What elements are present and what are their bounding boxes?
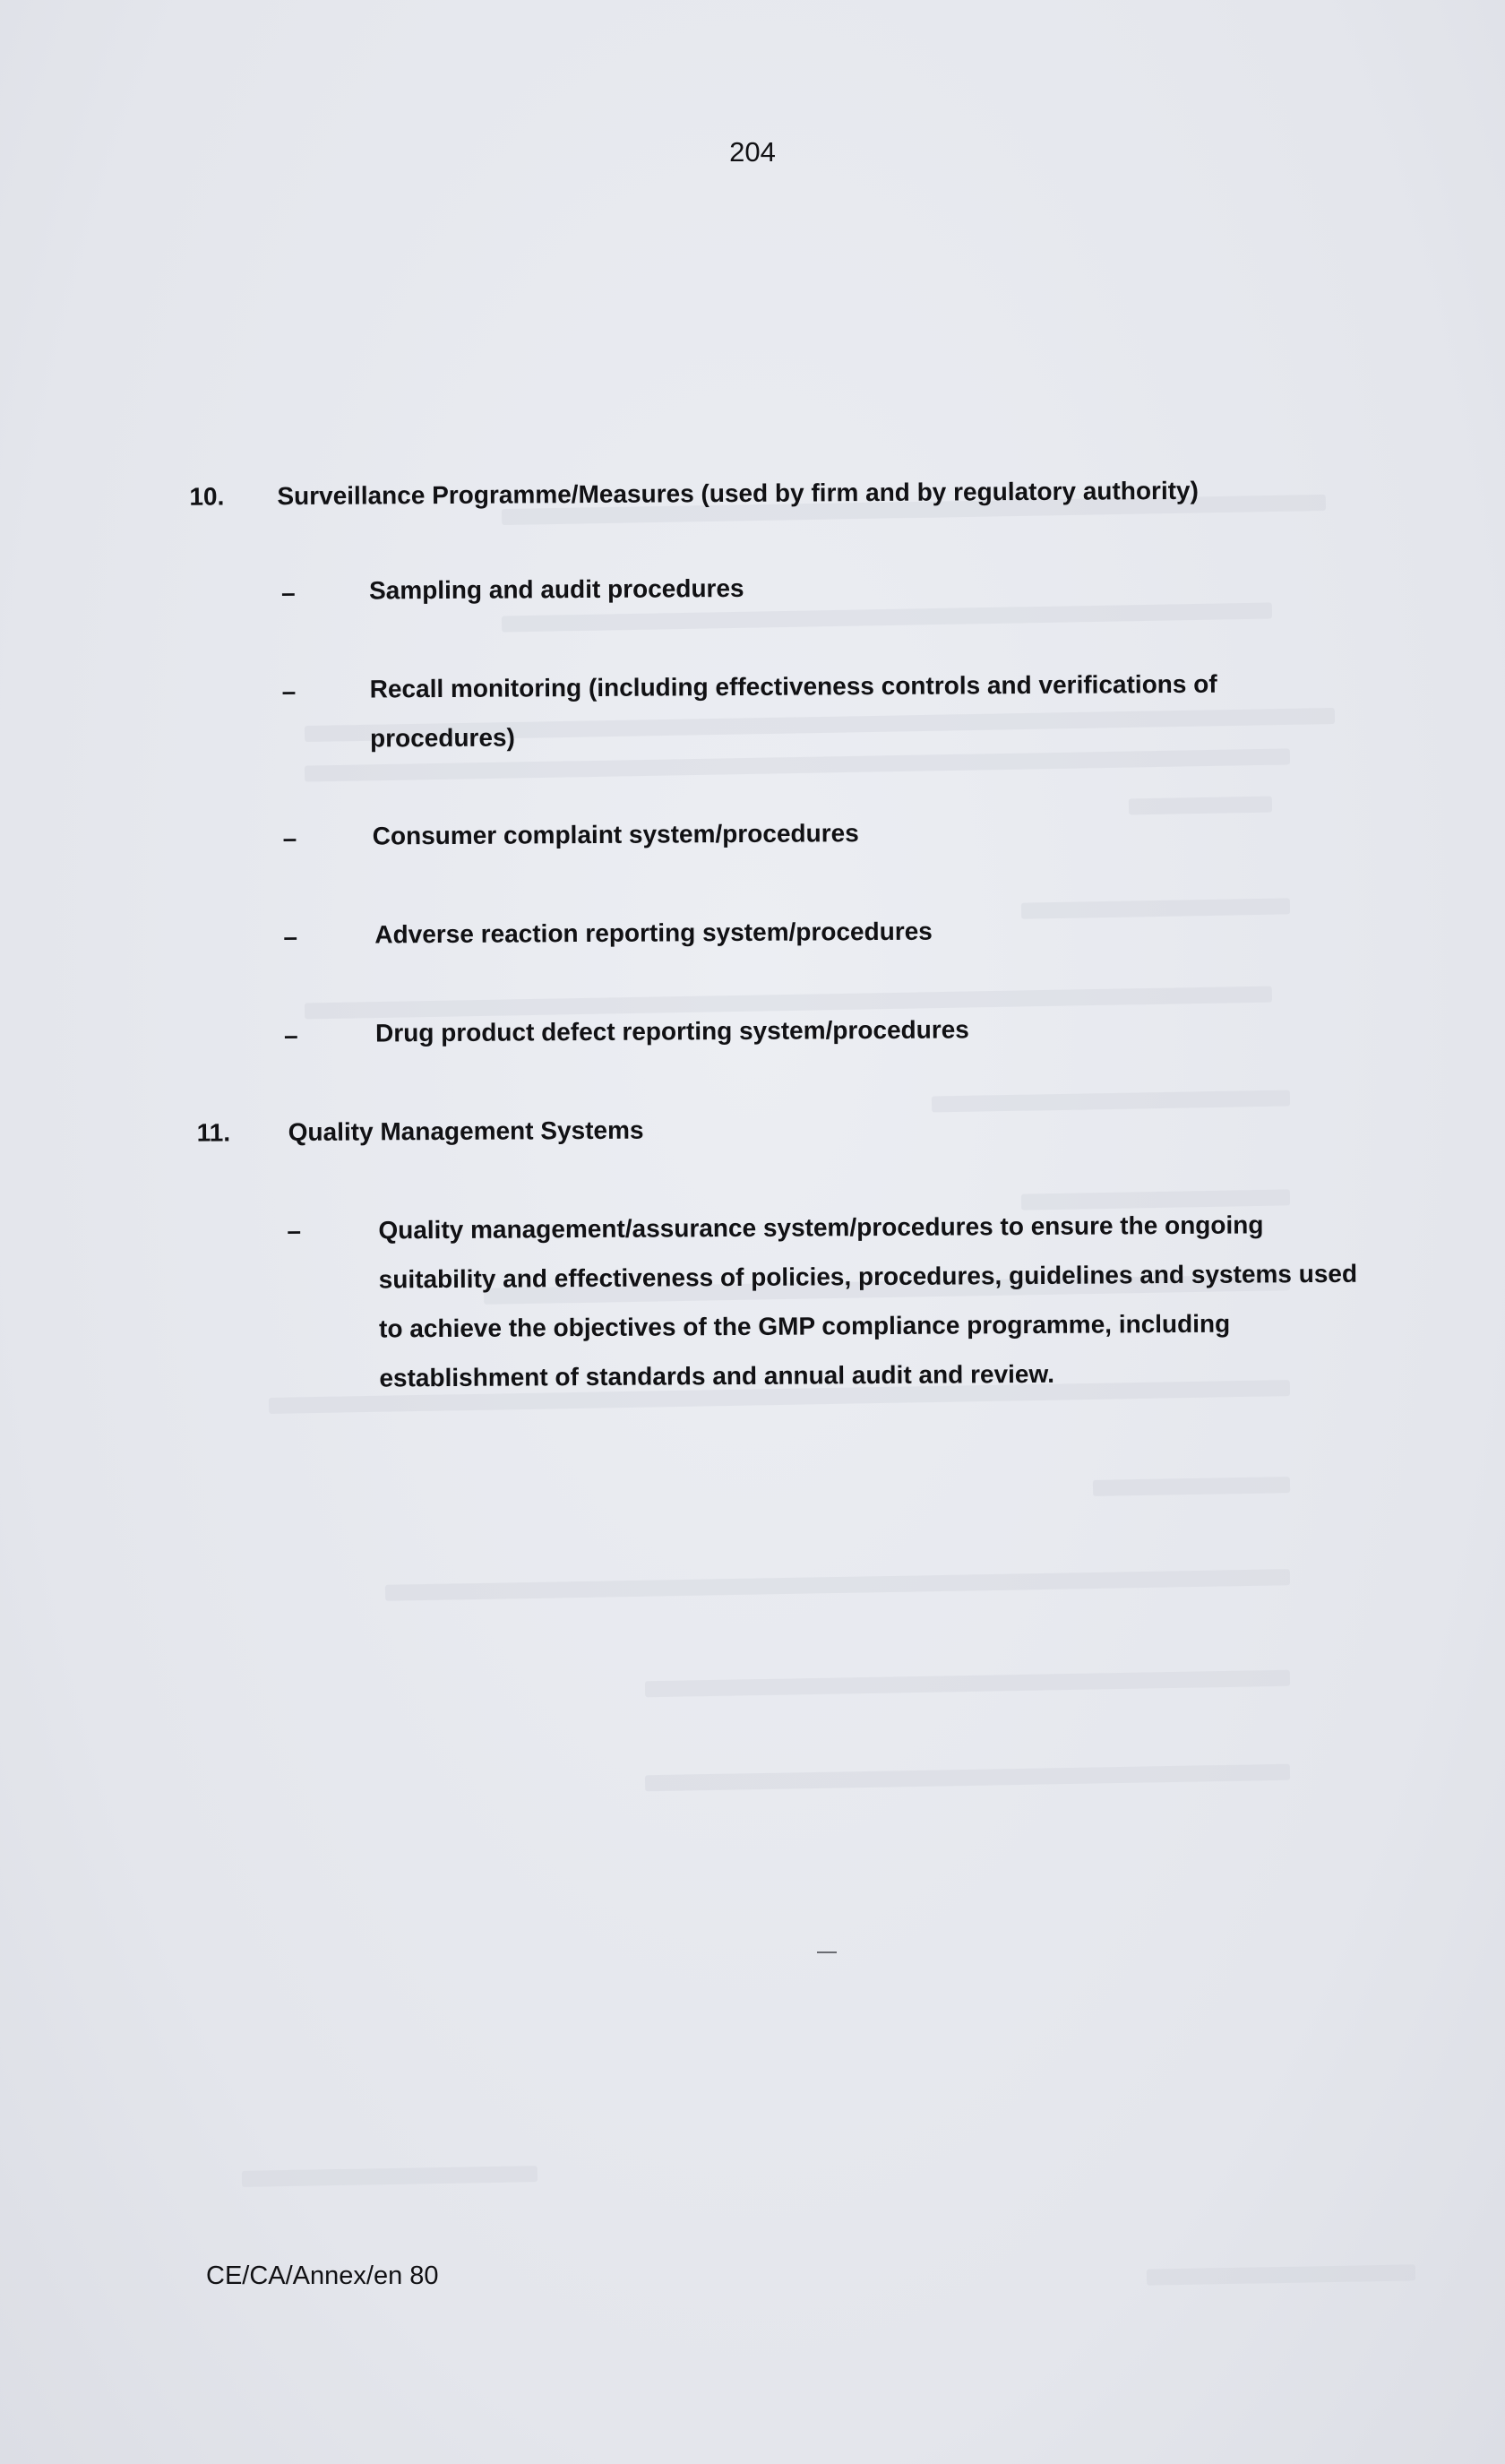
section-number: 10. bbox=[189, 482, 225, 511]
list-item: Adverse reaction reporting system/procedures bbox=[374, 917, 933, 949]
bullet-dash: – bbox=[282, 823, 297, 853]
section-heading: Quality Management Systems bbox=[288, 1116, 644, 1147]
list-item: Quality management/assurance system/procedures to ensure the ongoing suitability and effectiveness of policies, procedures, guidelines and systems used to achieve the objectives of the GMP compliance programme, including establishment of standards and annual audit and review. bbox=[378, 1210, 1358, 1392]
bullet-dash: – bbox=[281, 676, 297, 706]
bullet-dash: – bbox=[287, 1216, 302, 1245]
list-item: Recall monitoring (including effectiveness controls and verifications of procedures) bbox=[369, 669, 1217, 753]
section-heading: Surveillance Programme/Measures (used by firm and by regulatory authority) bbox=[277, 476, 1199, 511]
stray-mark bbox=[817, 1951, 837, 1953]
section-number: 11. bbox=[196, 1118, 231, 1147]
page-number: 204 bbox=[729, 136, 776, 168]
bullet-dash: – bbox=[283, 1021, 298, 1050]
list-item: Sampling and audit procedures bbox=[368, 573, 744, 605]
bullet-dash: – bbox=[280, 578, 296, 607]
document-reference: CE/CA/Annex/en 80 bbox=[206, 2262, 439, 2290]
list-item: Drug product defect reporting system/procedures bbox=[374, 1015, 969, 1047]
list-item: Consumer complaint system/procedures bbox=[372, 819, 859, 850]
bullet-dash: – bbox=[283, 922, 298, 952]
